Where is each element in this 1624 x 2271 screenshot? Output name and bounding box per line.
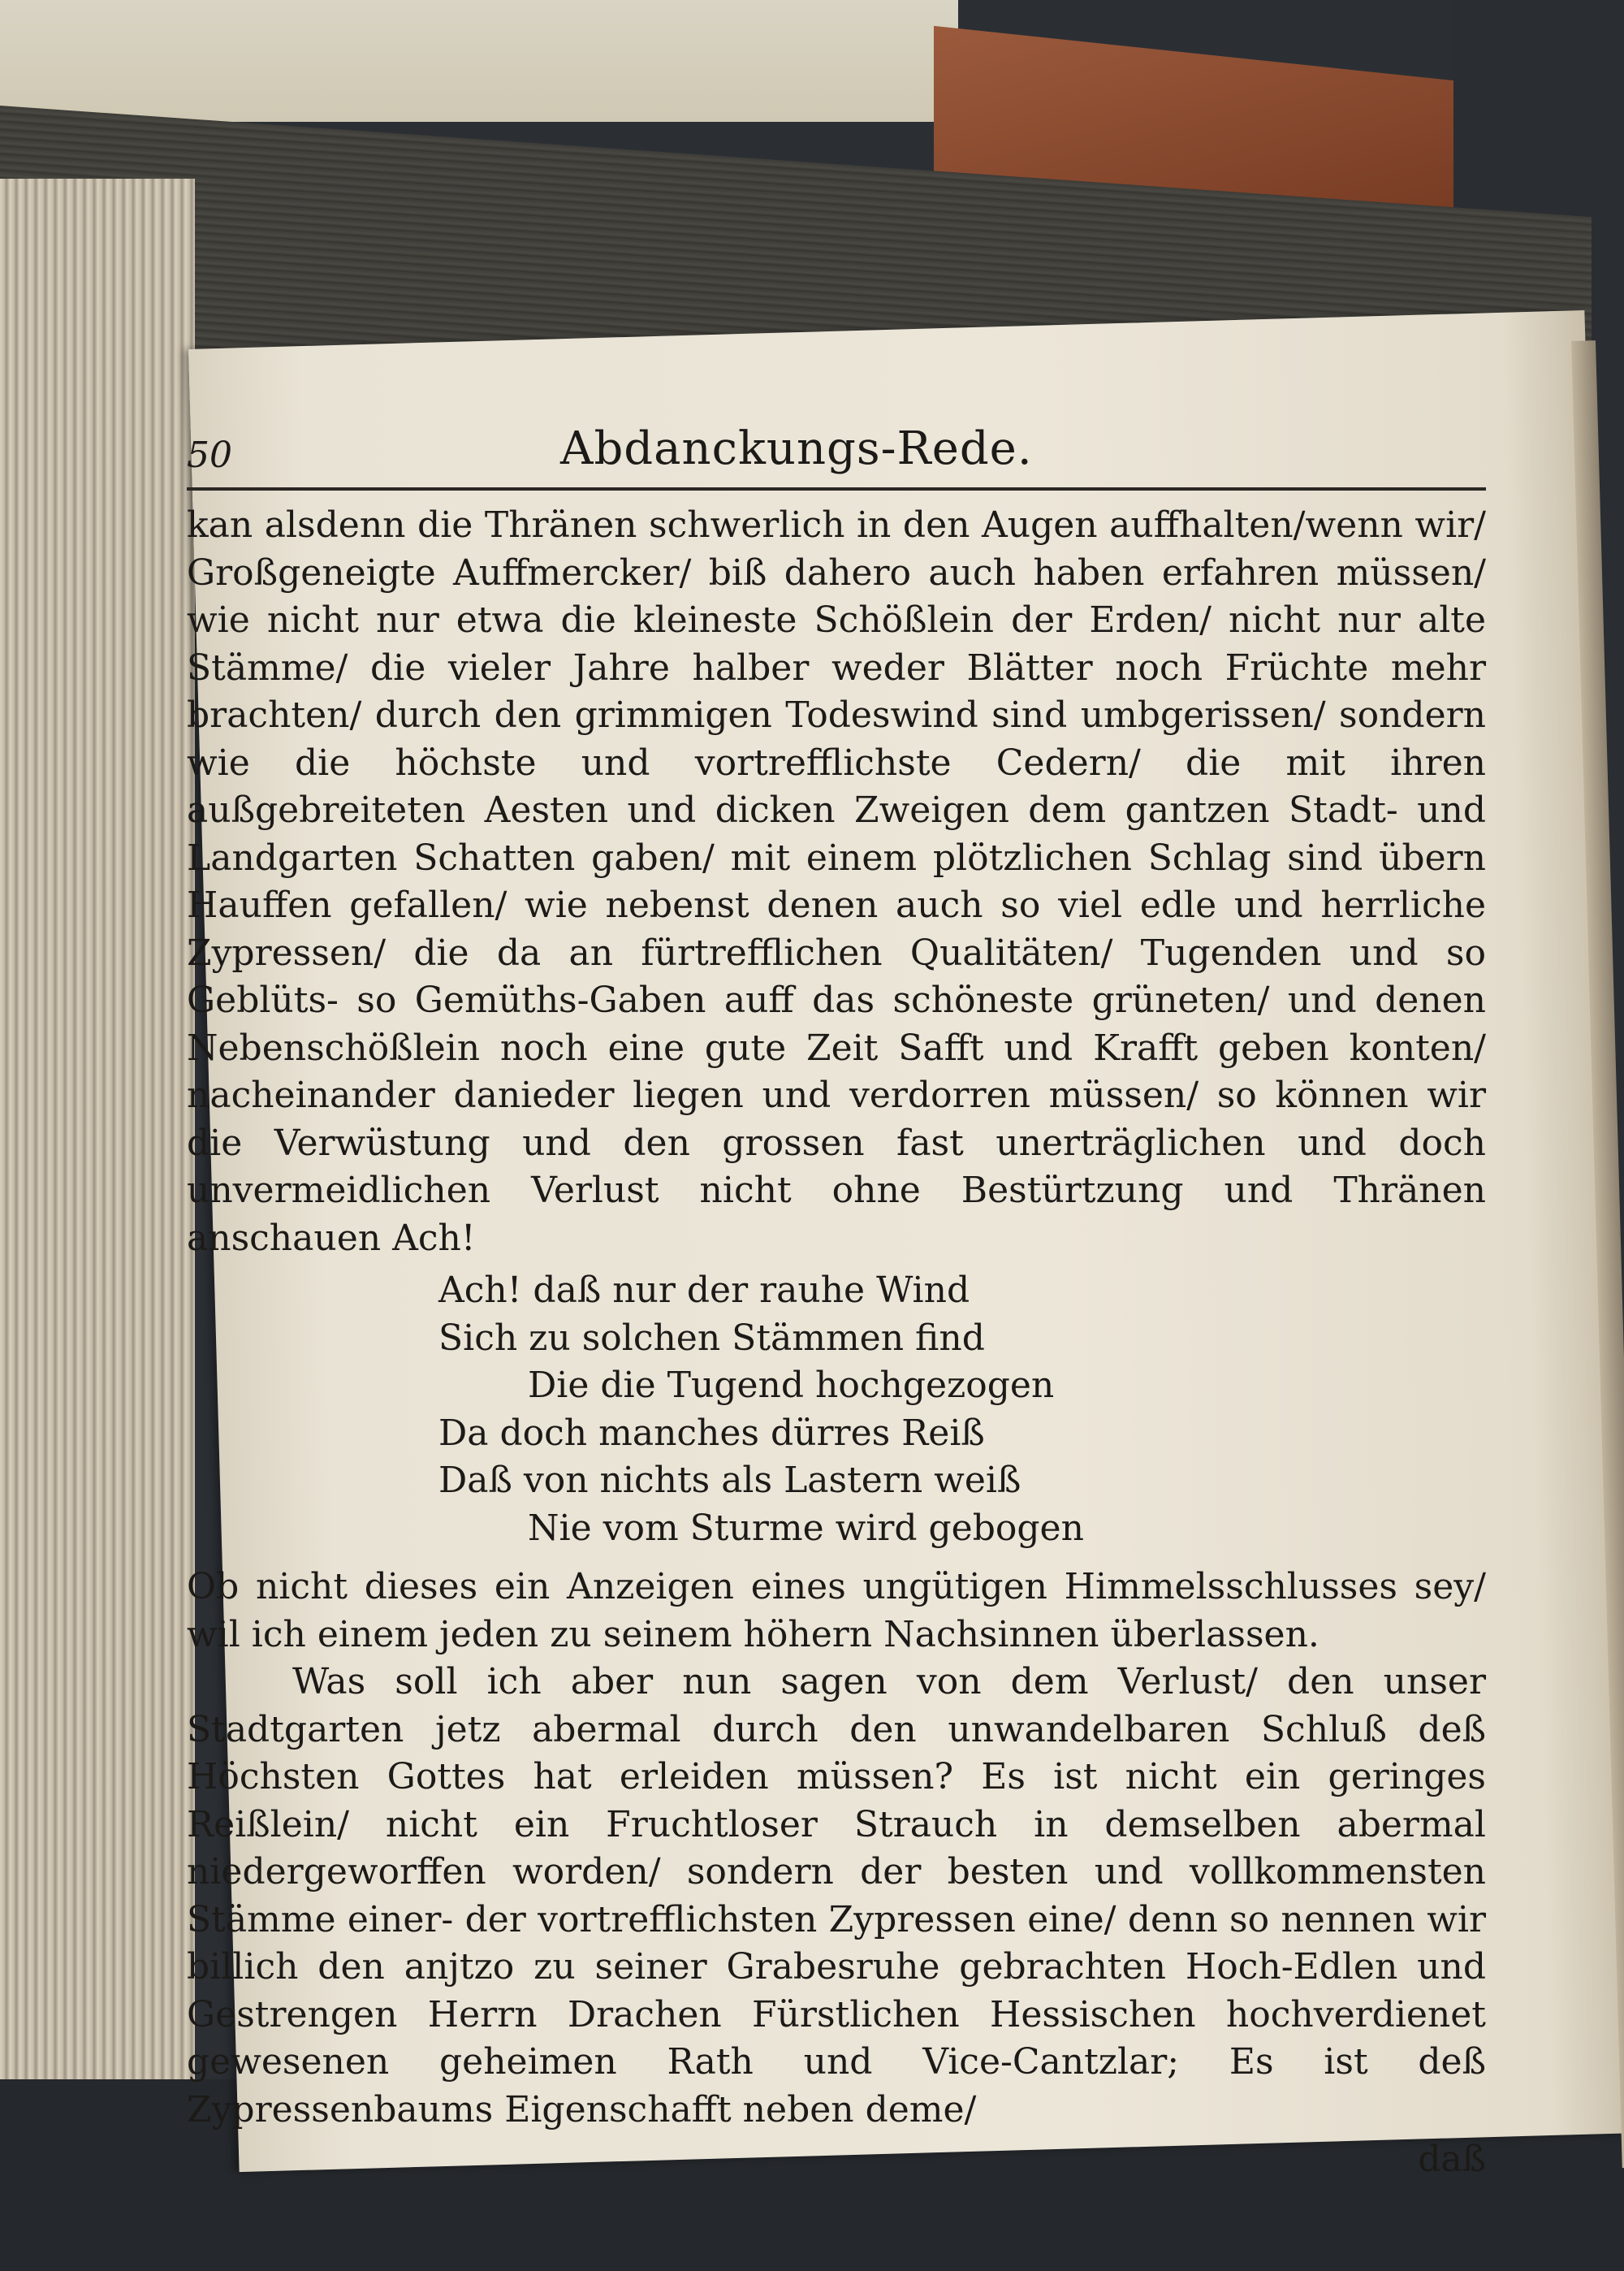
header-rule	[187, 487, 1486, 491]
verse-line: Da doch manches dürres Reiß	[438, 1412, 985, 1454]
body-text-continued	[187, 1564, 1486, 2134]
paragraph: kan alsdenn die Thränen schwerlich in den Augen auffhalten/wenn wir/ Großgeneigte Auffmercker/ biß dahero auch haben erfahren müssen/ wie nicht nur etwa die kleineste Schößlein der Erden/ nicht nur alte Stämme/ die vieler Jahre halber weder Blätter noch Früchte mehr brachten/ durch den grimmigen Todeswind sind umbgerissen/ sondern wie die höchste und vortrefflichste Cedern/ die mit ihren außgebreiteten Aesten und dicken Zweigen dem gantzen Stadt- und Landgarten Schatten gaben/ mit einem plötzlichen Schlag sind übern Hauffen gefallen/ wie nebenst denen auch so viel edle und herrliche Zypressen/ die da an fürtrefflichen Qualitäten/ Tugenden und so Geblüts- so Gemüths-Gaben auff das schöneste grüneten/ und denen Nebenschößlein noch eine gute Zeit Safft und Krafft geben konten/ nacheinander danieder liegen und verdorren müssen/ so können wir die Verwüstung und den grossen fast unerträglichen und doch unvermeidlichen Verlust nicht ohne Bestürtzung und Thränen anschauen Ach!	[187, 504, 1486, 1259]
running-head: Abdanckungs-Rede.	[560, 422, 1033, 475]
background-paper-strip	[0, 0, 958, 122]
verse-line: Ach! daß nur der rauhe Wind	[438, 1270, 970, 1311]
catchword: daß	[1418, 2139, 1486, 2180]
verse-line: Sich zu solchen Stämmen find	[438, 1317, 985, 1359]
body-text	[187, 502, 1486, 1262]
paragraph: Ob nicht dieses ein Anzeigen eines ungütigen Himmelsschlusses sey/ wil ich einem jeden zu seinem höhern Nachsinnen überlassen.	[187, 1566, 1486, 1655]
page-number: 50	[187, 435, 232, 476]
verse-block	[187, 1267, 1486, 1552]
page-header	[187, 422, 1486, 479]
page-stack-left	[0, 179, 195, 2128]
verse-line: Die die Tugend hochgezogen	[528, 1365, 1055, 1406]
page-text-block	[187, 422, 1486, 2180]
paragraph: Was soll ich aber nun sagen von dem Verlust/ den unser Stadtgarten jetz abermal durch den unwandelbaren Schluß deß Höchsten Gottes hat erleiden müssen? Es ist nicht ein geringes Reißlein/ nicht ein Fruchtloser Strauch in demselben abermal niedergeworffen worden/ sondern der besten und vollkommensten Stämme einer- der vortrefflichsten Zypressen eine/ denn so nennen wir billich den anjtzo zu seiner Grabesruhe gebrachten Hoch-Edlen und Gestrengen Herrn Drachen Fürstlichen Hessischen hochverdienet gewesenen geheimen Rath und Vice-Cantzlar; Es ist deß Zypressenbaums Eigenschafft neben deme/	[187, 1661, 1486, 2130]
verse-line: Nie vom Sturme wird gebogen	[528, 1507, 1084, 1549]
verse-line: Daß von nichts als Lastern weiß	[438, 1460, 1021, 1501]
